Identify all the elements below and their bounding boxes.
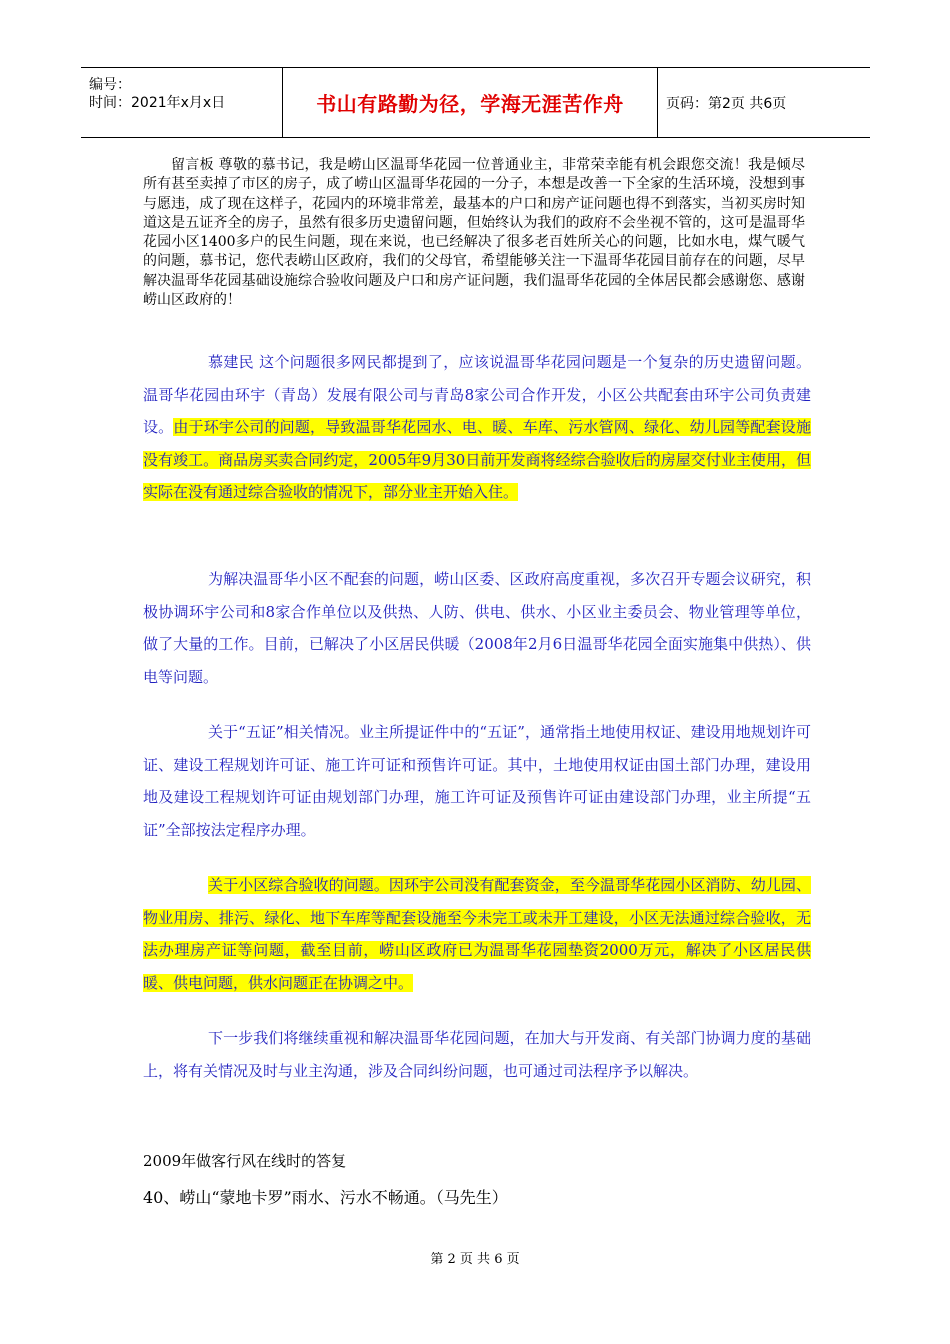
reply-p4-highlight: 关于小区综合验收的问题。因环宇公司没有配套资金，至今温哥华花园小区消防、幼儿园、物业用房、排污、绿化、地下车库等配套设施至今未完工或未开工建设，小区无法通过综合验收，无法办理房产证等问题，截至目前，崂山区政府已为温哥华花园垫资2000万元，解决了小区居民供暖、供电问题，供水问题正在协调之中。 bbox=[143, 876, 811, 992]
reply-p1-plain: 慕建民 这个问题很多网民都提到了，应该说温哥华花园问题是一个复杂的历史遗留问题。温哥华花园由环宇（青岛）发展有限公司与青岛8家公司合作开发，小区公共配套由环宇公司负责建设。 bbox=[143, 353, 811, 436]
header-meta-cell bbox=[81, 68, 283, 137]
reply-paragraph-3: 关于“五证”相关情况。业主所提证件中的“五证”，通常指土地使用权证、建设用地规划许可证、建设工程规划许可证、施工许可证和预售许可证。其中，土地使用权证由国土部门办理，建设用地及建设工程规划许可证由规划部门办理，施工许可证及预售许可证由建设部门办理，业主所提“五证”全部按法定程序办理。 bbox=[143, 723, 811, 839]
note-2009: 2009年做客行风在线时的答复 bbox=[143, 1152, 347, 1170]
reply-paragraph-4 bbox=[143, 869, 811, 999]
header-motto-cell bbox=[283, 68, 658, 137]
motto-text: 书山有路勤为径，学海无涯苦作舟 bbox=[316, 92, 624, 116]
reply-p1-highlight: 由于环宇公司的问题，导致温哥华花园水、电、暖、车库、污水管网、绿化、幼儿园等配套设施没有竣工。商品房买卖合同约定，2005年9月30日前开发商将经综合验收后的房屋交付业主使用，但实际在没有通过综合验收的情况下，部分业主开始入住。 bbox=[143, 418, 811, 501]
time-label: 时间：2021年x月x日 bbox=[89, 95, 226, 111]
page-footer: 第 2 页 共 6 页 bbox=[430, 1252, 520, 1267]
header-page-cell bbox=[658, 68, 870, 137]
page-label: 页码：第2页 共6页 bbox=[666, 95, 787, 112]
reply-paragraph-2: 为解决温哥华小区不配套的问题，崂山区委、区政府高度重视，多次召开专题会议研究，积极协调环宇公司和8家合作单位以及供热、人防、供电、供水、小区业主委员会、物业管理等单位，做了大量的工作。目前，已解决了小区居民供暖（2008年2月6日温哥华花园全面实施集中供热）、供电等问题。 bbox=[143, 570, 811, 686]
reply-paragraph-1 bbox=[143, 346, 811, 509]
item-40-heading: 40、崂山“蒙地卡罗”雨水、污水不畅通。（马先生） bbox=[143, 1188, 508, 1207]
message-board-paragraph: 留言板 尊敬的慕书记，我是崂山区温哥华花园一位普通业主，非常荣幸能有机会跟您交流！我是倾尽所有甚至卖掉了市区的房子，成了崂山区温哥华花园的一分子，本想是改善一下全家的生活环境，没想到事与愿违，成了现在这样子，花园内的环境非常差，最基本的户口和房产证问题也得不到落实，当初买房时知道这是五证齐全的房子，虽然有很多历史遗留问题，但始终认为我们的政府不会坐视不管的，这可是温哥华花园小区1400多户的民生问题，现在来说，也已经解决了很多老百姓所关心的问题，比如水电，煤气暖气的问题，慕书记，您代表崂山区政府，我们的父母官，希望能够关注一下温哥华花园目前存在的问题，尽早解决温哥华花园基础设施综合验收问题及户口和房产证问题，我们温哥华花园的全体居民都会感谢您、感谢崂山区政府的！ bbox=[143, 157, 805, 309]
number-label: 编号： bbox=[89, 77, 131, 93]
reply-paragraph-5: 下一步我们将继续重视和解决温哥华花园问题，在加大与开发商、有关部门协调力度的基础上，将有关情况及时与业主沟通，涉及合同纠纷问题，也可通过司法程序予以解决。 bbox=[143, 1029, 811, 1080]
header-table bbox=[81, 67, 870, 138]
